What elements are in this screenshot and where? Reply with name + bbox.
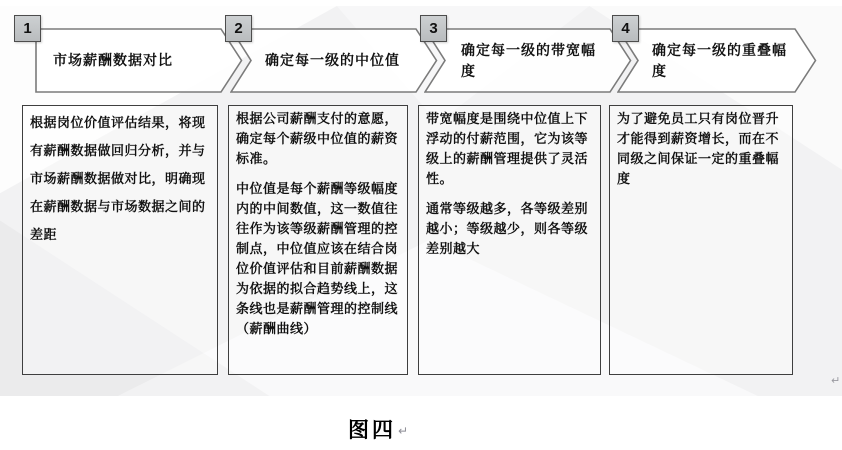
step-1-description-box: [22, 105, 218, 375]
step-1-number-badge: 1: [14, 15, 41, 42]
paragraph-return-icon: ↵: [831, 375, 841, 387]
paragraph-return-icon: ↵: [398, 424, 409, 438]
figure-caption: [348, 414, 408, 444]
step-4-title-text: 确定每一级的重叠幅度: [652, 41, 787, 79]
step-1-paragraph: 根据岗位价值评估结果，将现有薪酬数据做回归分析，并与市场薪酬数据做对比，明确现在薪酬数据与市场数据之间的差距: [30, 115, 206, 242]
figure-caption-text: 图四: [348, 419, 396, 442]
step-3-title-text: 确定每一级的带宽幅度: [461, 41, 596, 79]
step-3-paragraph: 通常等级越多，各等级差别越小；等级越少，则各等级差别越大: [426, 201, 589, 256]
step-3-description-box: [418, 105, 601, 375]
step-2-paragraph: 中位值是每个薪酬等级幅度内的中间数值，这一数值往往作为该等级薪酬管理的控制点，中位值应该在结合岗位价值评估和目前薪酬数据为依据的拟合趋势线上，这条线也是薪酬管理的控制线（薪酬曲线）: [236, 181, 399, 336]
step-2-paragraph: 根据公司薪酬支付的意愿，确定每个薪级中位值的薪资标准。: [236, 111, 399, 166]
step-4-paragraph: 为了避免员工只有岗位晋升才能得到薪资增长，而在不同级之间保证一定的重叠幅度: [617, 111, 780, 186]
step-4-title: [652, 28, 793, 93]
step-2-number-badge: 2: [225, 15, 252, 42]
step-2-title: [262, 28, 403, 93]
step-1-title-text: 市场薪酬数据对比: [53, 52, 173, 68]
step-2-description-box: [228, 105, 408, 375]
step-3-title: [461, 28, 602, 93]
step-3-number-badge: 3: [420, 15, 447, 42]
step-4-description-box: [609, 105, 793, 375]
step-2-title-text: 确定每一级的中位值: [265, 52, 400, 68]
step-1-title: [47, 28, 179, 93]
step-4-number-badge: 4: [612, 15, 639, 42]
step-3-paragraph: 带宽幅度是围绕中位值上下浮动的付薪范围，它为该等级上的薪酬管理提供了灵活性。: [426, 111, 589, 186]
